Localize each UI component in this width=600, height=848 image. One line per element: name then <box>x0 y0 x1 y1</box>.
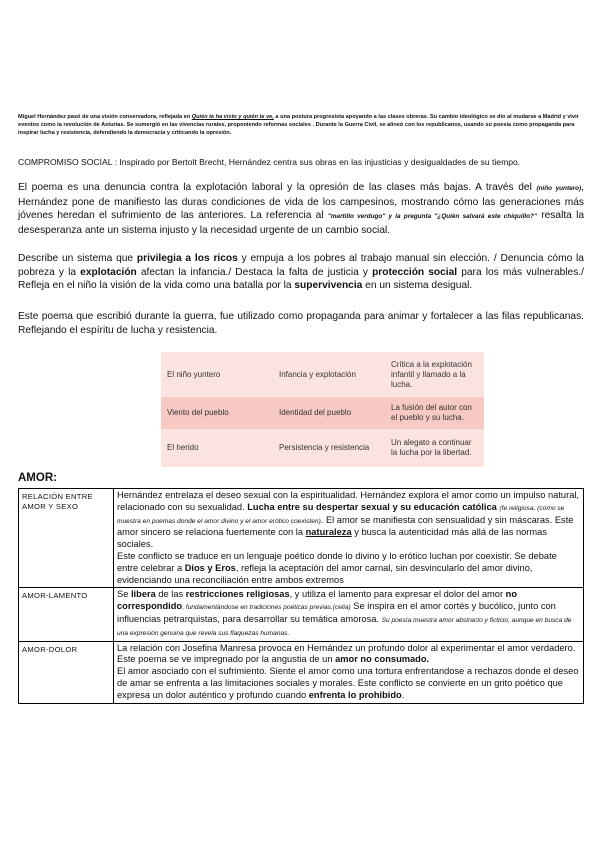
paragraph-denuncia: El poema es una denuncia contra la explotación laboral y la opresión de las clases más bajas. A través del (niño yuntero), Hernández pone de manifiesto las duras condiciones de vida de los campesinos, mostrando cómo las generaciones más jóvenes heredan el sufrimiento de las anteriores. La referencia al "martillo verdugo" y la pregunta "¿Quién salvará este chiquillo?" resalta la desesperanza ante un sistema injusto y la necesidad urgente de un cambio social. <box>18 182 585 236</box>
poem-name: El herido <box>167 443 199 452</box>
table-row <box>161 352 484 397</box>
row-content: Se libera de las restricciones religiosas, y utiliza el lamento para expresar el dolor del amor no correspondido, fundamentándose en tradiciones poéticas previas.(celia) Se inspira en el amor cortés y bucólico, junto con influencias petrarquistas, para desarrollar su temática amorosa. Su poesía muestra amor abstracto y ficticio, aunque en busca de una expresión genuina que revela sus flaquezas humanas. <box>114 588 584 641</box>
poem-theme: Infancia y explotación <box>279 369 356 379</box>
table-row <box>19 588 584 641</box>
row-content: Hernández entrelaza el deseo sexual con la espiritualidad. Hernández explora el amor como un impulso natural, relacionado con su sexualidad. Lucha entre su despertar sexual y su educación católica (fe religiosa, (como se muestra en poemas donde el amor divino y el amor erótico coexisten). El amor se manifiesta con sensualidad y sin máscaras. Este amor sincero se relaciona fuertemente con la naturaleza y busca la autenticidad más allá de las normas sociales. Este conflicto se traduce en un lenguaje poético donde lo divino y lo erótico luchan por coexistir. Se debate entre celebrar a Dios y Eros, refleja la aceptación del amor carnal, sin desvincularlo del amor divino, evidenciando una reconciliación entre ambos extremos <box>114 489 584 588</box>
poem-theme: Persistencia y resistencia <box>279 443 370 452</box>
amor-table <box>18 488 584 704</box>
row-label: RELACIÓN ENTRE AMOR Y SEXO <box>19 489 114 588</box>
poem-desc: Crítica a la explotación infantil y llamado a la lucha. <box>391 359 472 389</box>
paragraph-sistema: Describe un sistema que privilegia a los ricos y empuja a los pobres al trabajo manual sin elección. / Denuncia cómo la pobreza y la explotación afectan la infancia./ Destaca la falta de justicia y protección social para los más vulnerables./ Refleja en el niño la visión de la vida como una batalla por la supervivencia en un sistema desigual. <box>18 253 584 292</box>
row-content: La relación con Josefina Manresa provoca en Hernández un profundo dolor al experimentar el amor verdadero. Este poema se ve impregnado por la angustia de un amor no consumado. El amor asociado con el sufrimiento. Siente el amor como una tortura enfrentandose a rechazos donde el deseo de amar se enfrenta a las limitaciones sociales y morales. Este conflicto se convierte en un grito poético que expresa un dolor auténtico y profundo cuando enfrenta lo prohibido. <box>114 641 584 703</box>
intro-paragraph: Miguel Hernández pasó de una visión conservadora, reflejada en Quién te ha visto y quién te ve, a una postura progresista apoyando a las clases obreras. Su cambio ideológico se dio al mudarse a Madrid y vivir eventos como la revolución de Asturias. Se sumergió en las vivencias rurales, proponiendo reformas sociales . Durante la Guerra Civil, se alineó con los republicanos, usando su poesía como propaganda para inspirar lucha y resistencia, defendiendo la democracia y criticando la opresión. <box>18 114 579 136</box>
poem-name: El niño yuntero <box>167 369 221 379</box>
table-row <box>161 429 484 467</box>
work-title: Quién te ha visto y quién te ve, <box>191 114 274 120</box>
paragraph-propaganda: Este poema que escribió durante la guerra, fue utilizado como propaganda para animar y fortalecer a las filas republicanas. Reflejando el espíritu de lucha y resistencia. <box>18 311 584 336</box>
poem-desc: Un alegato a continuar la lucha por la libertad. <box>391 438 472 457</box>
amor-heading: AMOR: <box>18 472 57 484</box>
row-label: AMOR-DOLOR <box>19 641 114 703</box>
poem-theme: Identidad del pueblo <box>279 408 352 417</box>
poems-table <box>161 352 484 467</box>
table-row <box>19 641 584 703</box>
table-row <box>19 489 584 588</box>
table-row <box>161 397 484 429</box>
poem-name: Viento del pueblo <box>167 408 229 417</box>
compromiso-social: COMPROMISO SOCIAL : Inspirado por Bertolt Brecht, Hernández centra sus obras en las injusticias y desigualdades de su tiempo. <box>18 157 521 167</box>
poem-desc: La fusión del autor con el pueblo y su lucha. <box>391 403 472 422</box>
row-label: AMOR-LAMENTO <box>19 588 114 641</box>
